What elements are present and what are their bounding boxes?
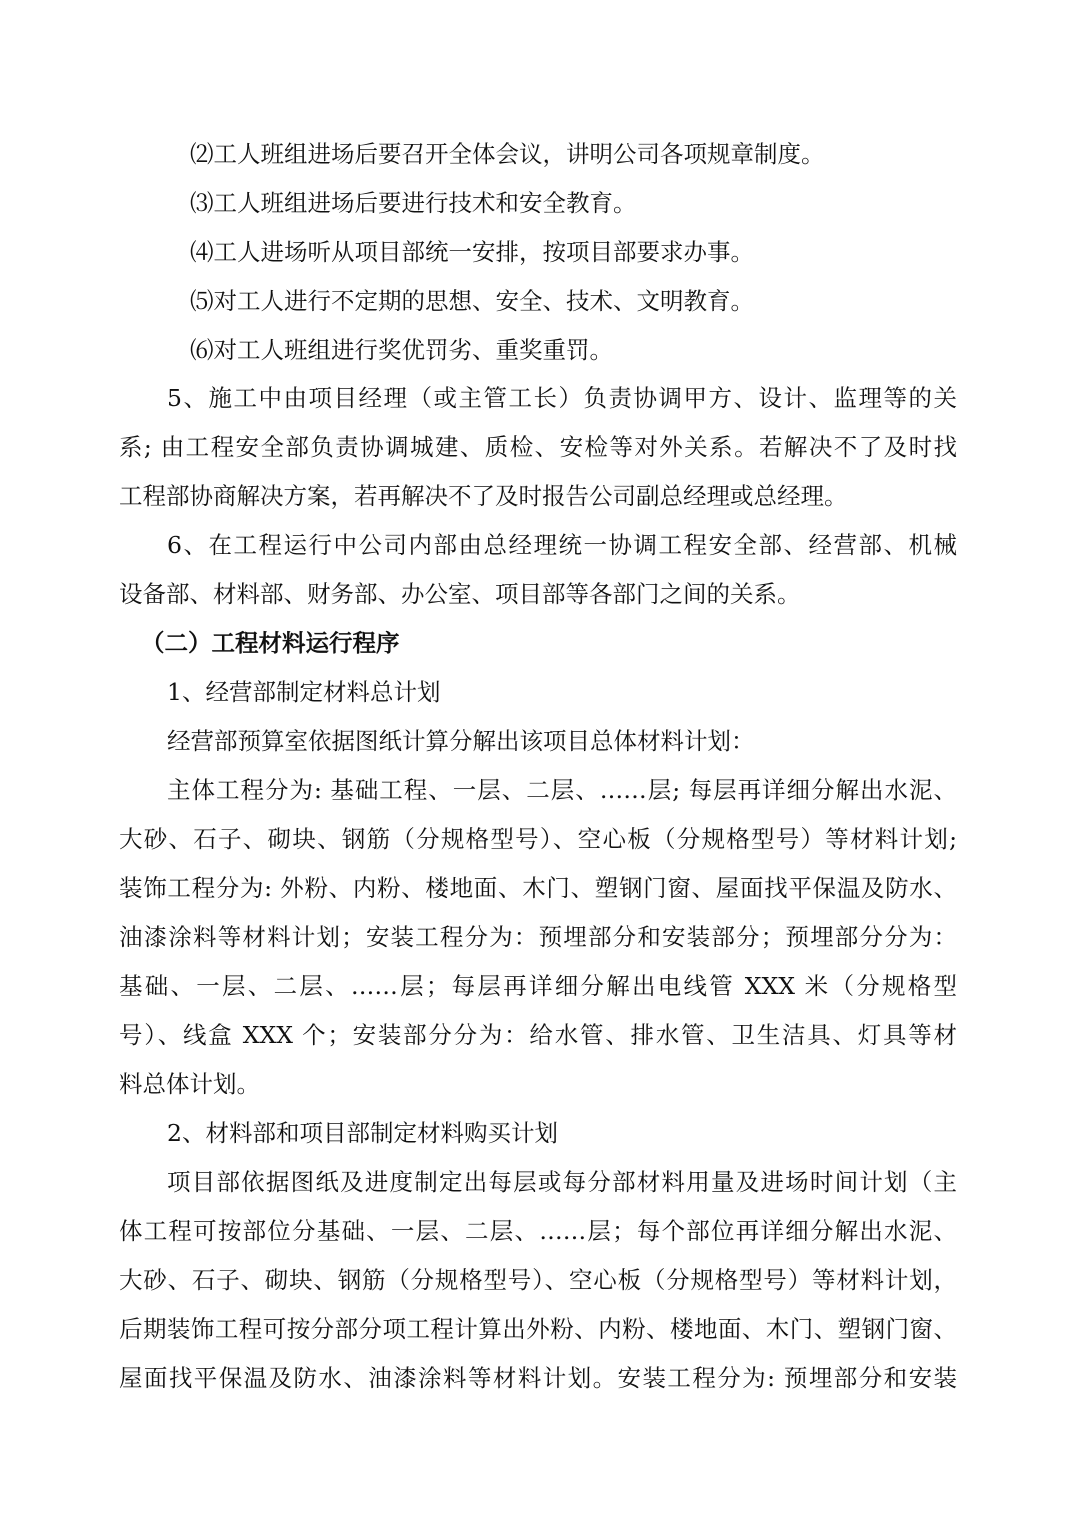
- paragraph-6-line-1: 6、在工程运行中公司内部由总经理统一协调工程安全部、经营部、机械: [167, 531, 957, 559]
- paragraph-main-line-7: 料总体计划。: [119, 1070, 260, 1098]
- paragraph-5-line-2: 系; 由工程安全部负责协调城建、质检、安检等对外关系。若解决不了及时找: [119, 433, 957, 461]
- section-heading: （二）工程材料运行程序: [141, 629, 400, 657]
- paragraph-main-line-1: 主体工程分为: 基础工程、一层、二层、……层; 每层再详细分解出水泥、: [167, 776, 957, 804]
- list-item-3: ⑶工人班组进场后要进行技术和安全教育。: [190, 189, 637, 217]
- paragraph-main-line-6: 号）、线盒 XXX 个；安装部分分为：给水管、排水管、卫生洁具、灯具等材: [119, 1021, 957, 1049]
- paragraph-main-line-2: 大砂、石子、砌块、钢筋（分规格型号）、空心板（分规格型号）等材料计划;: [119, 825, 957, 853]
- paragraph-purchase-line-1: 项目部依据图纸及进度制定出每层或每分部材料用量及进场时间计划（主: [167, 1168, 957, 1196]
- paragraph-main-line-3: 装饰工程分为: 外粉、内粉、楼地面、木门、塑钢门窗、屋面找平保温及防水、: [119, 874, 957, 902]
- paragraph-6-line-2: 设备部、材料部、财务部、办公室、项目部等各部门之间的关系。: [119, 580, 801, 608]
- paragraph-purchase-line-2: 体工程可按部位分基础、一层、二层、……层；每个部位再详细分解出水泥、: [119, 1217, 957, 1245]
- subsection-2-title: 2、材料部和项目部制定材料购买计划: [167, 1119, 558, 1147]
- subsection-1-title: 1、经营部制定材料总计划: [167, 678, 441, 706]
- list-item-5: ⑸对工人进行不定期的思想、安全、技术、文明教育。: [190, 287, 754, 315]
- paragraph-main-line-5: 基础、一层、二层、……层；每层再详细分解出电线管 XXX 米（分规格型: [119, 972, 957, 1000]
- paragraph-main-line-4: 油漆涂料等材料计划；安装工程分为：预埋部分和安装部分；预埋部分分为：: [119, 923, 957, 951]
- paragraph-purchase-line-5: 屋面找平保温及防水、油漆涂料等材料计划。安装工程分为: 预埋部分和安装: [119, 1364, 957, 1392]
- paragraph-purchase-line-4: 后期装饰工程可按分部分项工程计算出外粉、内粉、楼地面、木门、塑钢门窗、: [119, 1315, 957, 1343]
- list-item-6: ⑹对工人班组进行奖优罚劣、重奖重罚。: [190, 336, 613, 364]
- paragraph-5-line-3: 工程部协商解决方案，若再解决不了及时报告公司副总经理或总经理。: [119, 482, 848, 510]
- paragraph-budget: 经营部预算室依据图纸计算分解出该项目总体材料计划：: [167, 727, 755, 755]
- paragraph-purchase-line-3: 大砂、石子、砌块、钢筋（分规格型号）、空心板（分规格型号）等材料计划，: [119, 1266, 957, 1294]
- list-item-4: ⑷工人进场听从项目部统一安排，按项目部要求办事。: [190, 238, 754, 266]
- paragraph-5-line-1: 5、施工中由项目经理（或主管工长）负责协调甲方、设计、监理等的关: [167, 384, 957, 412]
- list-item-2: ⑵工人班组进场后要召开全体会议，讲明公司各项规章制度。: [190, 140, 825, 168]
